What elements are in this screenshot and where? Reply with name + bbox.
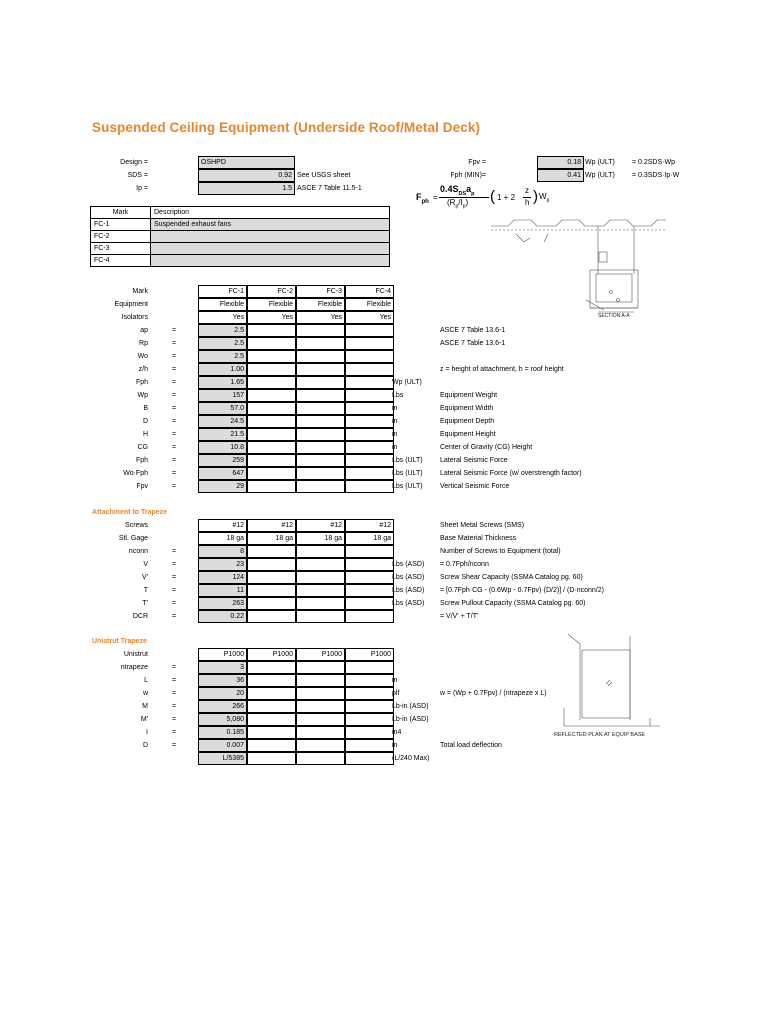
grid-empty-cell[interactable] xyxy=(247,350,296,363)
grid-empty-cell[interactable] xyxy=(247,467,296,480)
grid-value[interactable]: 20 xyxy=(198,687,247,700)
grid-empty-cell[interactable] xyxy=(247,324,296,337)
grid-empty-cell[interactable] xyxy=(296,415,345,428)
grid-desc: z = height of attachment, h = roof height xyxy=(440,366,564,373)
marks-row xyxy=(91,255,390,267)
mark-cell: FC-1 xyxy=(91,219,151,231)
description-cell[interactable] xyxy=(151,231,390,243)
grid-label: L xyxy=(144,677,148,684)
grid-desc: Base Material Thickness xyxy=(440,535,517,542)
grid-value[interactable]: 266 xyxy=(198,700,247,713)
grid-header-cell[interactable]: P1000 xyxy=(247,648,296,661)
grid-label: Fph xyxy=(135,379,148,386)
grid-header-cell[interactable]: #12 xyxy=(345,519,394,532)
grid-value[interactable]: 0.185 xyxy=(198,726,247,739)
grid-empty-cell[interactable] xyxy=(296,610,345,623)
grid-empty-cell[interactable] xyxy=(345,441,394,454)
equals-sign: = xyxy=(172,690,177,697)
grid-empty-cell[interactable] xyxy=(345,337,394,350)
section-label: SECTION A-A xyxy=(598,313,630,319)
grid-label: D xyxy=(142,742,148,749)
grid-empty-cell[interactable] xyxy=(247,415,296,428)
design-note: See USGS sheet xyxy=(297,172,351,179)
grid-empty-cell[interactable] xyxy=(296,337,345,350)
design-note: ASCE 7 Table 11.5-1 xyxy=(297,185,362,192)
design-value[interactable]: OSHPD xyxy=(198,156,295,169)
description-cell[interactable] xyxy=(151,243,390,255)
grid-empty-cell[interactable] xyxy=(247,571,296,584)
grid-empty-cell[interactable] xyxy=(296,558,345,571)
section-drawing xyxy=(486,212,668,322)
grid-label: Equipment xyxy=(114,301,148,308)
grid-label: I xyxy=(146,729,148,736)
grid-header-cell[interactable]: Flexible xyxy=(296,298,345,311)
grid-value[interactable]: 24.5 xyxy=(198,415,247,428)
grid-empty-cell[interactable] xyxy=(296,324,345,337)
equals-sign: = xyxy=(172,327,177,334)
design-label: SDS = xyxy=(127,172,148,179)
grid-desc: = 0.7Fph/nconn xyxy=(440,561,489,568)
grid-unit: Lbs (ULT) xyxy=(392,470,423,477)
grid-header-cell[interactable]: Flexible xyxy=(345,298,394,311)
fp-label: Fph (MIN)= xyxy=(450,172,486,179)
grid-empty-cell[interactable] xyxy=(296,700,345,713)
mark-cell: FC-2 xyxy=(91,231,151,243)
grid-empty-cell[interactable] xyxy=(296,480,345,493)
grid-header-cell[interactable]: FC-1 xyxy=(198,285,247,298)
grid-header-cell[interactable]: #12 xyxy=(247,519,296,532)
grid-label: z/h xyxy=(138,366,148,373)
equals-sign: = xyxy=(172,561,177,568)
grid-unit: in xyxy=(392,418,398,425)
grid-unit: Lbs xyxy=(392,392,404,399)
grid-empty-cell[interactable] xyxy=(345,376,394,389)
grid-unit: (L/240 Max) xyxy=(392,755,430,762)
fp-value[interactable]: 0.18 xyxy=(537,156,584,169)
grid-value[interactable]: 259 xyxy=(198,454,247,467)
grid-desc: Sheet Metal Screws (SMS) xyxy=(440,522,525,529)
grid-header-cell[interactable]: 18 ga xyxy=(247,532,296,545)
equals-sign: = xyxy=(172,716,177,723)
grid-desc: = V/V' + T/T' xyxy=(440,613,479,620)
grid-empty-cell[interactable] xyxy=(247,584,296,597)
design-label: Ip = xyxy=(136,185,148,192)
grid-empty-cell[interactable] xyxy=(296,545,345,558)
marks-row xyxy=(91,231,390,243)
equals-sign: = xyxy=(172,703,177,710)
grid-empty-cell[interactable] xyxy=(296,661,345,674)
grid-empty-cell[interactable] xyxy=(247,389,296,402)
grid-value[interactable]: 57.0 xyxy=(198,402,247,415)
grid-label: T xyxy=(143,587,148,594)
grid-value[interactable]: 11 xyxy=(198,584,247,597)
equals-sign: = xyxy=(172,444,177,451)
grid-empty-cell[interactable] xyxy=(247,713,296,726)
grid-label: CG xyxy=(137,444,148,451)
equals-sign: = xyxy=(172,574,177,581)
mark-cell: FC-4 xyxy=(91,255,151,267)
grid-empty-cell[interactable] xyxy=(296,441,345,454)
grid-label: H xyxy=(142,431,148,438)
equals-sign: = xyxy=(172,470,177,477)
grid-empty-cell[interactable] xyxy=(296,454,345,467)
grid-empty-cell[interactable] xyxy=(296,571,345,584)
mark-cell: FC-3 xyxy=(91,243,151,255)
grid-desc: Center of Gravity (CG) Height xyxy=(440,444,533,451)
grid-empty-cell[interactable] xyxy=(345,454,394,467)
description-cell[interactable]: Suspended exhaust fans xyxy=(151,219,390,231)
grid-empty-cell[interactable] xyxy=(247,752,296,765)
grid-unit: in xyxy=(392,444,398,451)
grid-value[interactable]: 157 xyxy=(198,389,247,402)
grid-label: nconn xyxy=(128,548,148,555)
grid-desc: = [0.7Fph·CG - (0.6Wp - 0.7Fpv)·(D/2)] / (D·nconn/2) xyxy=(440,587,604,594)
grid-empty-cell[interactable] xyxy=(345,700,394,713)
grid-empty-cell[interactable] xyxy=(345,739,394,752)
marks-row xyxy=(91,243,390,255)
grid-label: Fph xyxy=(135,457,148,464)
grid-label: D xyxy=(142,418,148,425)
grid-value[interactable]: 29 xyxy=(198,480,247,493)
grid-empty-cell[interactable] xyxy=(345,571,394,584)
grid-header-cell[interactable]: Yes xyxy=(345,311,394,324)
grid-label: Fpv xyxy=(136,483,148,490)
grid-unit: Lbs (ASD) xyxy=(392,574,425,581)
grid-empty-cell[interactable] xyxy=(247,687,296,700)
grid-label: M' xyxy=(140,716,148,723)
grid-unit: plf xyxy=(392,690,400,697)
grid-empty-cell[interactable] xyxy=(345,713,394,726)
grid-empty-cell[interactable] xyxy=(345,467,394,480)
grid-header-cell[interactable]: P1000 xyxy=(198,648,247,661)
equals-sign: = xyxy=(172,729,177,736)
grid-label: DCR xyxy=(132,613,148,620)
grid-label: Stl. Gage xyxy=(118,535,148,542)
grid-value[interactable]: 647 xyxy=(198,467,247,480)
unistrut-heading: Unistrut Trapeze xyxy=(92,638,147,645)
grid-empty-cell[interactable] xyxy=(296,713,345,726)
grid-empty-cell[interactable] xyxy=(247,661,296,674)
design-value[interactable]: 1.5 xyxy=(198,182,295,195)
grid-empty-cell[interactable] xyxy=(345,584,394,597)
grid-header-cell[interactable]: FC-4 xyxy=(345,285,394,298)
equals-sign: = xyxy=(172,742,177,749)
equals-sign: = xyxy=(172,379,177,386)
equals-sign: = xyxy=(172,405,177,412)
grid-empty-cell[interactable] xyxy=(247,545,296,558)
fp-formula: = 0.3SDS·Ip·W xyxy=(632,172,680,179)
grid-empty-cell[interactable] xyxy=(247,739,296,752)
grid-desc: ASCE 7 Table 13.6-1 xyxy=(440,327,506,334)
equals-sign: = xyxy=(172,613,177,620)
grid-empty-cell[interactable] xyxy=(296,726,345,739)
grid-desc: Equipment Depth xyxy=(440,418,495,425)
grid-empty-cell[interactable] xyxy=(247,700,296,713)
equals-sign: = xyxy=(172,431,177,438)
grid-empty-cell[interactable] xyxy=(296,363,345,376)
grid-empty-cell[interactable] xyxy=(345,726,394,739)
grid-empty-cell[interactable] xyxy=(247,363,296,376)
grid-empty-cell[interactable] xyxy=(345,674,394,687)
grid-empty-cell[interactable] xyxy=(247,726,296,739)
grid-empty-cell[interactable] xyxy=(345,752,394,765)
grid-header-cell[interactable]: 18 ga xyxy=(198,532,247,545)
grid-empty-cell[interactable] xyxy=(345,545,394,558)
grid-empty-cell[interactable] xyxy=(247,337,296,350)
grid-empty-cell[interactable] xyxy=(247,597,296,610)
grid-empty-cell[interactable] xyxy=(247,402,296,415)
grid-desc: Equipment Height xyxy=(440,431,496,438)
grid-header-cell[interactable]: Yes xyxy=(247,311,296,324)
grid-value[interactable]: 0.22 xyxy=(198,610,247,623)
description-cell[interactable] xyxy=(151,255,390,267)
equals-sign: = xyxy=(172,483,177,490)
grid-value[interactable]: 0.007 xyxy=(198,739,247,752)
grid-empty-cell[interactable] xyxy=(247,441,296,454)
grid-empty-cell[interactable] xyxy=(296,350,345,363)
grid-label: Wp xyxy=(137,392,148,399)
grid-desc: Total load deflection xyxy=(440,742,502,749)
grid-desc: Lateral Seismic Force xyxy=(440,457,508,464)
grid-label: V xyxy=(143,561,148,568)
grid-value[interactable]: 10.8 xyxy=(198,441,247,454)
grid-label: Wo·Fph xyxy=(123,470,148,477)
fp-unit: Wp (ULT) xyxy=(585,172,615,179)
fp-value[interactable]: 0.41 xyxy=(537,169,584,182)
grid-unit: Wp (ULT) xyxy=(392,379,422,386)
grid-value[interactable]: 1.00 xyxy=(198,363,247,376)
marks-header: Description xyxy=(151,207,390,219)
attachment-heading: Attachment to Trapeze xyxy=(92,509,168,516)
grid-value[interactable]: 5,080 xyxy=(198,713,247,726)
equals-sign: = xyxy=(172,366,177,373)
grid-header-cell[interactable]: P1000 xyxy=(296,648,345,661)
equals-sign: = xyxy=(172,664,177,671)
grid-value[interactable]: 263 xyxy=(198,597,247,610)
grid-unit: Lbs (ASD) xyxy=(392,587,425,594)
grid-empty-cell[interactable] xyxy=(345,480,394,493)
grid-label: w xyxy=(142,690,148,697)
plan-label: REFLECTED PLAN AT EQUIP BASE xyxy=(554,732,646,738)
grid-header-cell[interactable]: Yes xyxy=(296,311,345,324)
design-label: Design = xyxy=(120,159,148,166)
grid-label: ntrapeze xyxy=(120,664,148,671)
grid-value[interactable]: 21.5 xyxy=(198,428,247,441)
grid-desc: ASCE 7 Table 13.6-1 xyxy=(440,340,506,347)
grid-unit: in xyxy=(392,405,398,412)
equals-sign: = xyxy=(172,548,177,555)
grid-header-cell[interactable]: #12 xyxy=(198,519,247,532)
grid-label: Unistrut xyxy=(123,651,148,658)
grid-empty-cell[interactable] xyxy=(345,350,394,363)
fp-label: Fpv = xyxy=(468,159,486,166)
grid-empty-cell[interactable] xyxy=(345,597,394,610)
fp-formula: = 0.2SDS·Wp xyxy=(632,159,675,166)
grid-empty-cell[interactable] xyxy=(296,389,345,402)
grid-value[interactable]: 3 xyxy=(198,661,247,674)
equals-sign: = xyxy=(172,353,177,360)
plan-drawing xyxy=(550,630,675,742)
grid-empty-cell[interactable] xyxy=(247,376,296,389)
grid-empty-cell[interactable] xyxy=(296,402,345,415)
grid-label: ap xyxy=(140,327,148,334)
grid-header-cell[interactable]: Flexible xyxy=(247,298,296,311)
grid-empty-cell[interactable] xyxy=(247,610,296,623)
grid-unit: Lbs (ASD) xyxy=(392,561,425,568)
grid-desc: Screw Pullout Capacity (SSMA Catalog pg. 60) xyxy=(440,600,586,607)
grid-label: Mark xyxy=(132,288,148,295)
grid-empty-cell[interactable] xyxy=(345,610,394,623)
grid-label: M xyxy=(142,703,148,710)
grid-label: Screws xyxy=(125,522,148,529)
grid-empty-cell[interactable] xyxy=(345,415,394,428)
grid-label: B xyxy=(143,405,148,412)
equals-sign: = xyxy=(172,418,177,425)
grid-empty-cell[interactable] xyxy=(296,687,345,700)
grid-empty-cell[interactable] xyxy=(296,752,345,765)
grid-empty-cell[interactable] xyxy=(296,739,345,752)
grid-empty-cell[interactable] xyxy=(345,428,394,441)
grid-empty-cell[interactable] xyxy=(296,428,345,441)
grid-label: Rp xyxy=(139,340,148,347)
grid-header-cell[interactable]: P1000 xyxy=(345,648,394,661)
grid-empty-cell[interactable] xyxy=(296,674,345,687)
grid-unit: in xyxy=(392,677,398,684)
grid-empty-cell[interactable] xyxy=(345,661,394,674)
grid-unit: Lbs (ASD) xyxy=(392,600,425,607)
grid-unit: Lbs (ULT) xyxy=(392,483,423,490)
grid-value[interactable]: 2.5 xyxy=(198,324,247,337)
page-title: Suspended Ceiling Equipment (Underside Roof/Metal Deck) xyxy=(92,120,481,135)
grid-empty-cell[interactable] xyxy=(345,389,394,402)
marks-header: Mark xyxy=(91,207,151,219)
grid-empty-cell[interactable] xyxy=(247,558,296,571)
marks-table xyxy=(90,206,390,267)
grid-unit: in4 xyxy=(392,729,402,736)
grid-empty-cell[interactable] xyxy=(247,480,296,493)
grid-empty-cell[interactable] xyxy=(247,454,296,467)
grid-label: T' xyxy=(142,600,148,607)
grid-empty-cell[interactable] xyxy=(247,674,296,687)
grid-desc: Lateral Seismic Force (w/ overstrength factor) xyxy=(440,470,582,477)
grid-header-cell[interactable]: Yes xyxy=(198,311,247,324)
grid-value[interactable]: 2.5 xyxy=(198,337,247,350)
grid-header-cell[interactable]: 18 ga xyxy=(296,532,345,545)
grid-desc: Screw Shear Capacity (SSMA Catalog pg. 60) xyxy=(440,574,583,581)
grid-value[interactable]: L/5385 xyxy=(198,752,247,765)
equals-sign: = xyxy=(172,587,177,594)
marks-row xyxy=(91,219,390,231)
grid-empty-cell[interactable] xyxy=(345,363,394,376)
grid-empty-cell[interactable] xyxy=(345,324,394,337)
grid-value[interactable]: 36 xyxy=(198,674,247,687)
grid-header-cell[interactable]: Flexible xyxy=(198,298,247,311)
equals-sign: = xyxy=(172,340,177,347)
grid-unit: Lb-in (ASD) xyxy=(392,716,429,723)
grid-unit: Lbs (ULT) xyxy=(392,457,423,464)
grid-value[interactable]: 23 xyxy=(198,558,247,571)
grid-desc: Number of Screws to Equipment (total) xyxy=(440,548,561,555)
grid-unit: in xyxy=(392,431,398,438)
grid-desc: Vertical Seismic Force xyxy=(440,483,510,490)
grid-value[interactable]: 1.65 xyxy=(198,376,247,389)
equals-sign: = xyxy=(172,600,177,607)
grid-unit: Lb-in (ASD) xyxy=(392,703,429,710)
grid-header-cell[interactable]: 18 ga xyxy=(345,532,394,545)
grid-label: V' xyxy=(141,574,148,581)
grid-value[interactable]: 124 xyxy=(198,571,247,584)
grid-empty-cell[interactable] xyxy=(296,597,345,610)
fp-unit: Wp (ULT) xyxy=(585,159,615,166)
grid-empty-cell[interactable] xyxy=(345,558,394,571)
grid-header-cell[interactable]: FC-3 xyxy=(296,285,345,298)
grid-value[interactable]: 8 xyxy=(198,545,247,558)
grid-empty-cell[interactable] xyxy=(345,687,394,700)
grid-desc: w = (Wp + 0.7Fpv) / (ntrapeze x L) xyxy=(440,690,547,697)
grid-empty-cell[interactable] xyxy=(247,428,296,441)
equals-sign: = xyxy=(172,392,177,399)
grid-empty-cell[interactable] xyxy=(296,467,345,480)
equals-sign: = xyxy=(172,457,177,464)
grid-label: Isolators xyxy=(121,314,148,321)
grid-empty-cell[interactable] xyxy=(296,584,345,597)
grid-desc: Equipment Weight xyxy=(440,392,498,399)
grid-label: Wo xyxy=(137,353,148,360)
grid-empty-cell[interactable] xyxy=(345,402,394,415)
grid-desc: Equipment Width xyxy=(440,405,494,412)
design-value[interactable]: 0.92 xyxy=(198,169,295,182)
grid-value[interactable]: 2.5 xyxy=(198,350,247,363)
grid-header-cell[interactable]: #12 xyxy=(296,519,345,532)
grid-header-cell[interactable]: FC-2 xyxy=(247,285,296,298)
equals-sign: = xyxy=(172,677,177,684)
grid-empty-cell[interactable] xyxy=(296,376,345,389)
grid-unit: in xyxy=(392,742,398,749)
